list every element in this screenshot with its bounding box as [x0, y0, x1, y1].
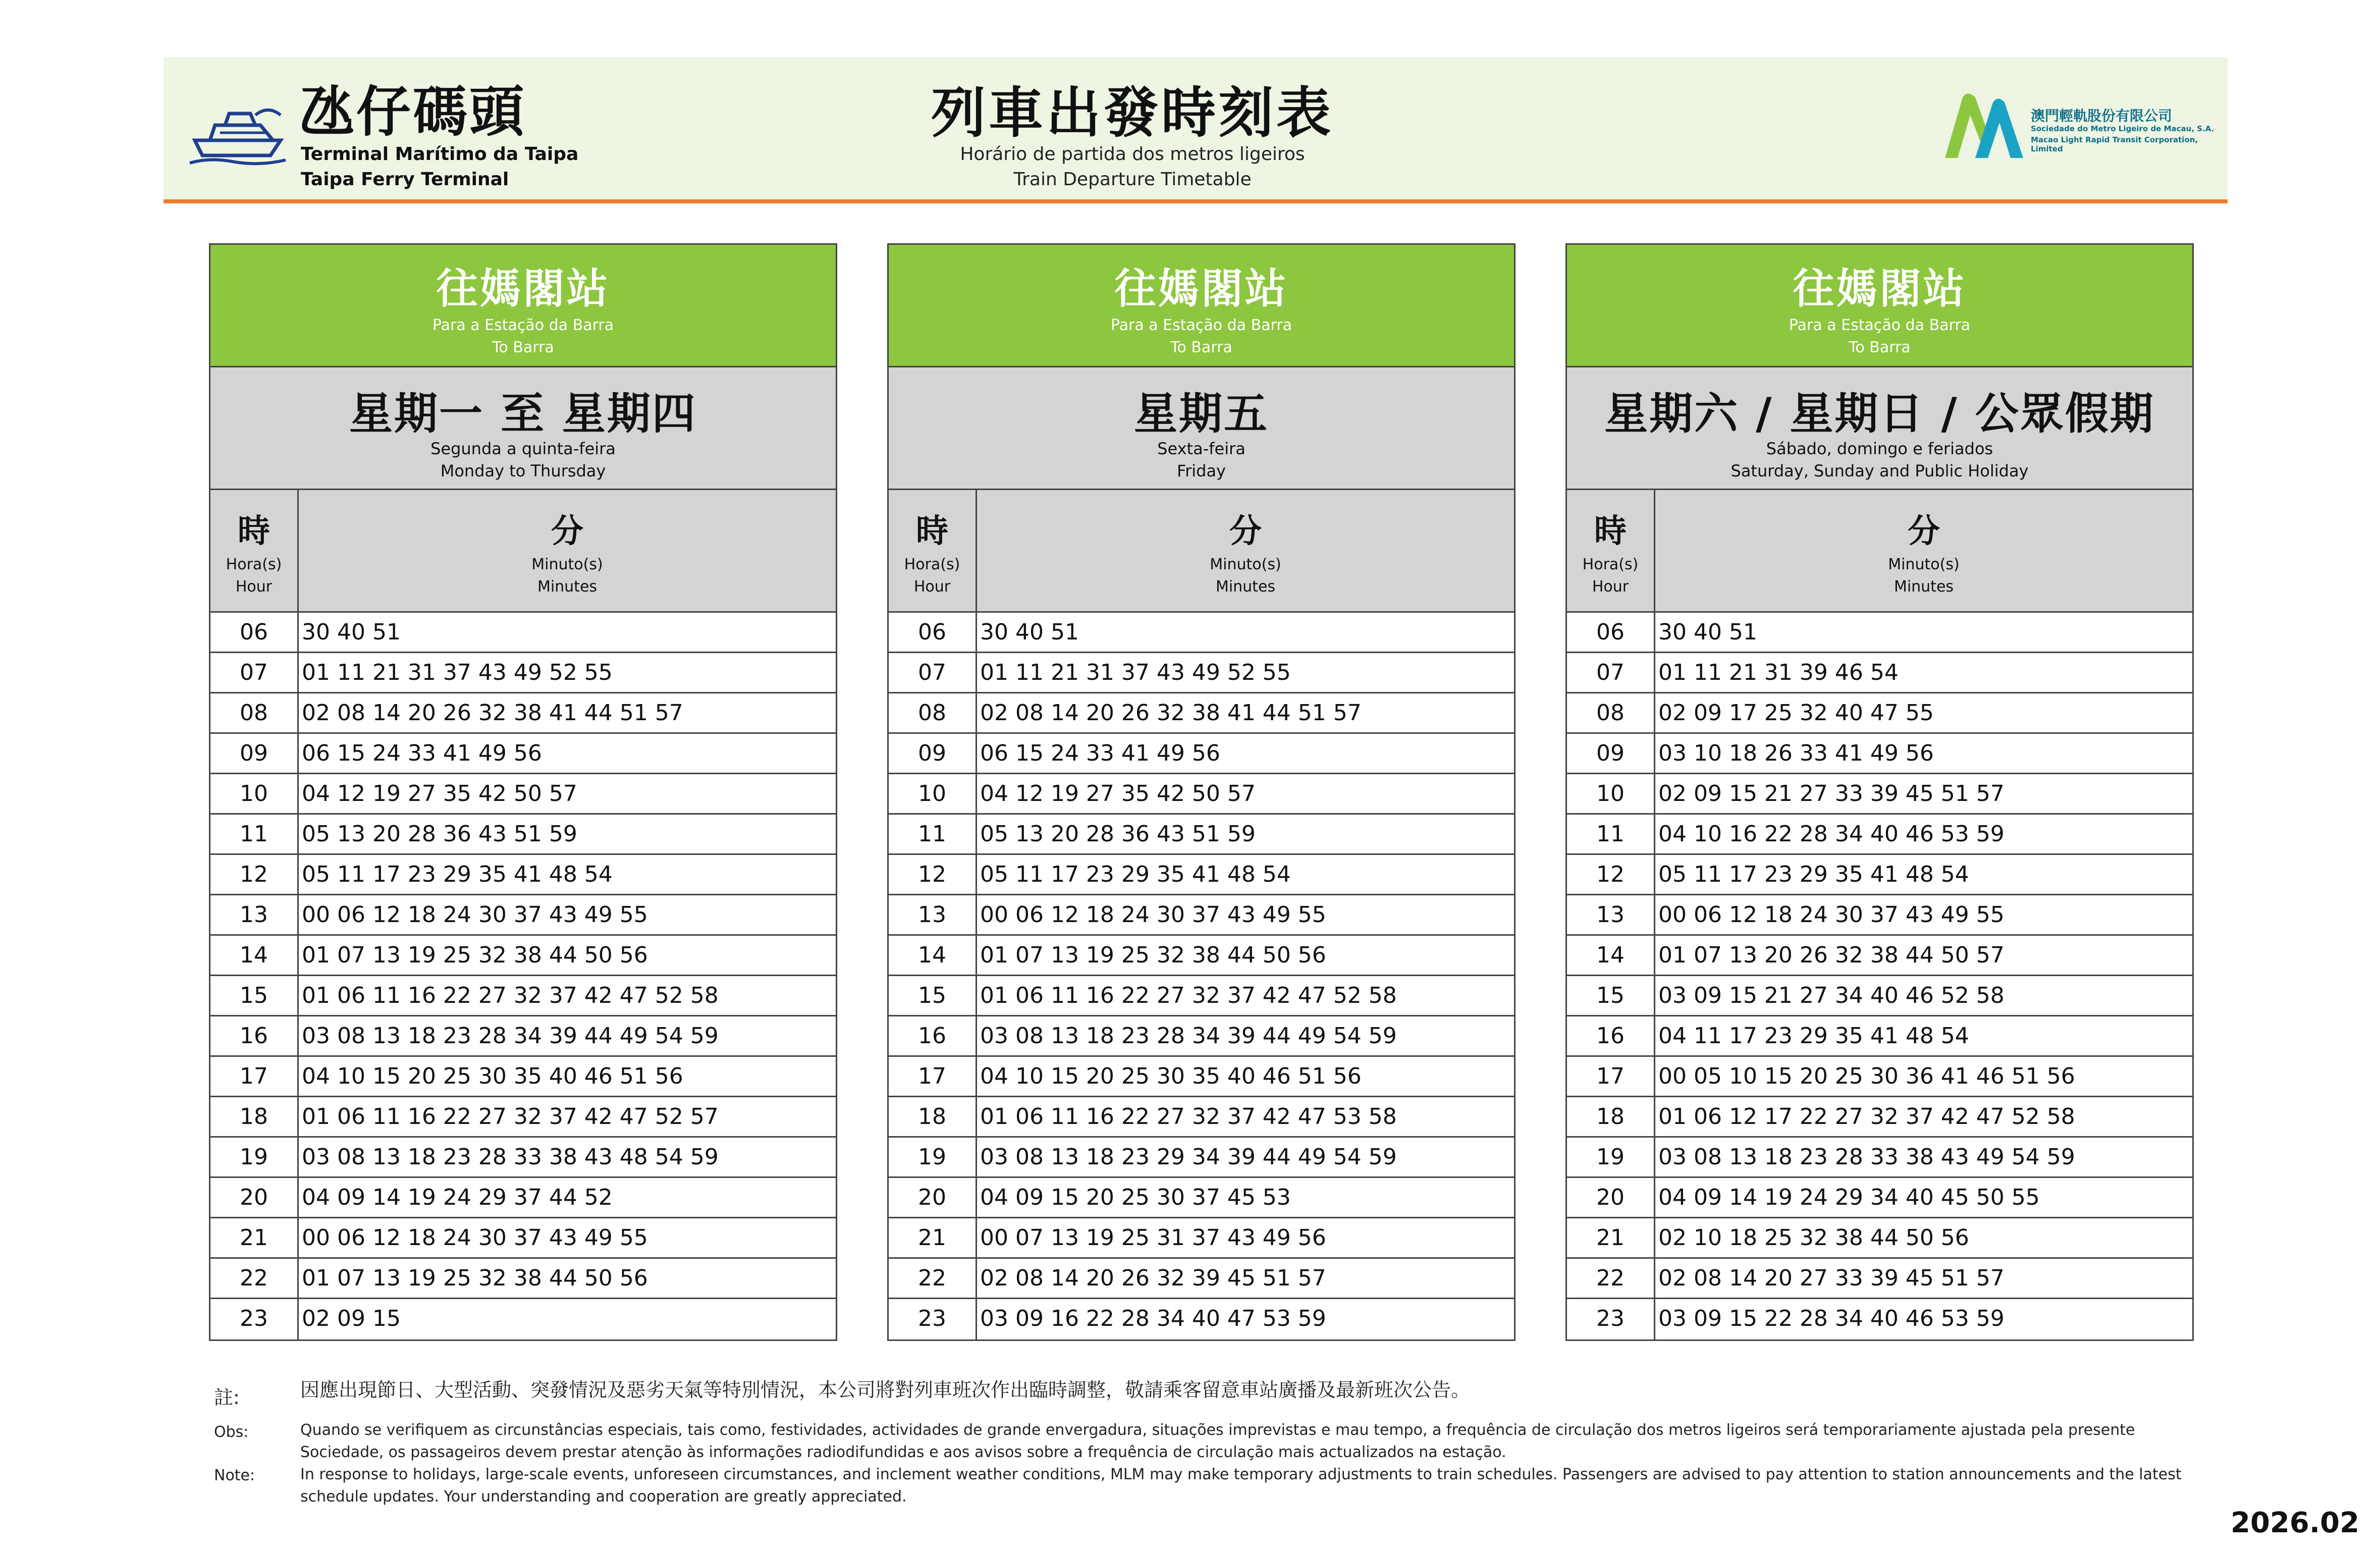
timetable-0 [209, 243, 837, 1341]
service-days-en: Saturday, Sunday and Public Holiday [1730, 461, 2029, 480]
minutes-cell: 02 08 14 20 26 32 38 41 44 51 57 [980, 700, 1362, 726]
table-row [210, 895, 836, 936]
minutes-cell: 00 06 12 18 24 30 37 43 49 55 [302, 1225, 648, 1251]
table-row [889, 1016, 1514, 1057]
service-days-header [889, 367, 1514, 490]
hour-cell: 12 [210, 855, 299, 894]
station-name-cn: 氹仔碼頭 [300, 81, 526, 144]
destination-en: To Barra [492, 339, 554, 356]
hour-cell: 18 [210, 1097, 299, 1136]
page-title-cn: 列車出發時刻表 [931, 82, 1334, 145]
minutes-cell: 03 08 13 18 23 29 34 39 44 49 54 59 [980, 1144, 1397, 1170]
page-title-pt: Horário de partida dos metros ligeiros [960, 144, 1305, 165]
page-header [164, 57, 2228, 203]
minutes-cell: 01 07 13 20 26 32 38 44 50 57 [1658, 942, 2005, 968]
table-row [1567, 855, 2192, 895]
company-name-pt: Sociedade do Metro Ligeiro de Macau, S.A. [2031, 124, 2214, 133]
hour-cell: 17 [889, 1057, 977, 1096]
table-row [210, 1259, 836, 1299]
minutes-cell: 00 07 13 19 25 31 37 43 49 56 [980, 1225, 1326, 1251]
minutes-cell: 03 09 16 22 28 34 40 47 53 59 [980, 1306, 1326, 1331]
table-row [210, 815, 836, 855]
hour-cell: 19 [1567, 1138, 1655, 1176]
minutes-cell: 04 11 17 23 29 35 41 48 54 [1658, 1023, 1969, 1049]
destination-cn: 往媽閣站 [436, 265, 610, 313]
minutes-cell: 03 08 13 18 23 28 34 39 44 49 54 59 [302, 1023, 719, 1049]
column-header-row [210, 490, 836, 613]
hour-header-en: Hour [235, 578, 273, 596]
hour-cell: 07 [1567, 653, 1655, 692]
minutes-cell: 01 07 13 19 25 32 38 44 50 56 [302, 1265, 648, 1291]
minutes-cell: 02 09 15 [302, 1306, 401, 1331]
hour-cell: 20 [1567, 1178, 1655, 1217]
table-row [210, 613, 836, 653]
minutes-cell: 01 06 11 16 22 27 32 37 42 47 52 58 [302, 983, 719, 1008]
destination-header [210, 245, 836, 367]
minutes-cell: 02 09 17 25 32 40 47 55 [1658, 700, 1934, 726]
table-row [210, 653, 836, 693]
hour-cell: 13 [889, 895, 977, 934]
hour-cell: 08 [889, 693, 977, 732]
service-days-en: Monday to Thursday [440, 461, 606, 480]
hour-cell: 15 [1567, 976, 1655, 1015]
column-header-row [889, 490, 1514, 613]
table-row [889, 1057, 1514, 1097]
hour-column-header [1567, 490, 1655, 611]
hour-column-header [210, 490, 299, 611]
hour-cell: 06 [210, 613, 299, 652]
hour-cell: 16 [889, 1016, 977, 1055]
destination-header [889, 245, 1514, 367]
table-row [889, 1299, 1514, 1339]
destination-en: To Barra [1170, 339, 1232, 356]
table-row [1567, 936, 2192, 976]
table-row [889, 936, 1514, 976]
mlm-logo-icon [1940, 87, 2026, 163]
minutes-cell: 05 11 17 23 29 35 41 48 54 [980, 862, 1291, 887]
station-name-pt: Terminal Marítimo da Taipa [301, 144, 579, 165]
minutes-cell: 30 40 51 [980, 619, 1079, 645]
hour-cell: 17 [210, 1057, 299, 1096]
minutes-cell: 30 40 51 [302, 619, 401, 645]
hour-cell: 08 [1567, 693, 1655, 732]
hour-cell: 12 [889, 855, 977, 894]
timetable-2 [1565, 243, 2194, 1341]
hour-cell: 14 [210, 936, 299, 975]
minutes-cell: 02 10 18 25 32 38 44 50 56 [1658, 1225, 1969, 1251]
minutes-cell: 01 06 11 16 22 27 32 37 42 47 52 58 [980, 983, 1397, 1008]
hour-cell: 09 [210, 734, 299, 773]
table-row [889, 976, 1514, 1016]
minutes-cell: 01 11 21 31 37 43 49 52 55 [980, 660, 1291, 685]
hour-cell: 06 [889, 613, 977, 652]
minutes-cell: 01 07 13 19 25 32 38 44 50 56 [980, 942, 1326, 968]
table-row [210, 855, 836, 895]
table-row [889, 895, 1514, 936]
table-row [889, 1178, 1514, 1218]
service-days-cn: 星期五 [1134, 389, 1269, 439]
minute-header-en: Minutes [1215, 578, 1276, 596]
hour-cell: 14 [889, 936, 977, 975]
hour-cell: 07 [889, 653, 977, 692]
service-days-cn: 星期六 / 星期日 / 公眾假期 [1604, 389, 2155, 439]
table-row [210, 1057, 836, 1097]
minutes-cell: 00 06 12 18 24 30 37 43 49 55 [302, 902, 648, 928]
hour-cell: 23 [1567, 1299, 1655, 1339]
minute-header-cn: 分 [1229, 513, 1262, 550]
hour-cell: 19 [210, 1138, 299, 1176]
hour-cell: 10 [210, 774, 299, 813]
timetable-1 [887, 243, 1516, 1341]
hour-header-en: Hour [1592, 578, 1629, 596]
minutes-cell: 02 09 15 21 27 33 39 45 51 57 [1658, 781, 2005, 807]
page-title-en: Train Departure Timetable [1013, 169, 1252, 190]
minutes-cell: 01 06 11 16 22 27 32 37 42 47 52 57 [302, 1104, 719, 1130]
minutes-cell: 03 08 13 18 23 28 34 39 44 49 54 59 [980, 1023, 1397, 1049]
note-label-en: Note: [214, 1467, 255, 1484]
note-text-cn: 因應出現節日、大型活動、突發情況及惡劣天氣等特別情況，本公司將對列車班次作出臨時調整，敬請乘客留意車站廣播及最新班次公告。 [300, 1379, 1471, 1401]
hour-cell: 10 [1567, 774, 1655, 813]
minute-column-header [299, 490, 836, 611]
minutes-cell: 01 06 12 17 22 27 32 37 42 47 52 58 [1658, 1104, 2075, 1130]
minutes-cell: 03 10 18 26 33 41 49 56 [1658, 740, 1934, 766]
table-row [210, 1097, 836, 1138]
hour-header-en: Hour [913, 578, 951, 596]
minutes-cell: 03 09 15 22 28 34 40 46 53 59 [1658, 1306, 2005, 1331]
hour-cell: 09 [889, 734, 977, 773]
hour-cell: 18 [1567, 1097, 1655, 1136]
table-row [889, 1259, 1514, 1299]
table-row [210, 693, 836, 734]
service-days-pt: Segunda a quinta-feira [430, 439, 616, 458]
table-row [889, 1097, 1514, 1138]
hour-cell: 22 [1567, 1259, 1655, 1298]
table-row [889, 815, 1514, 855]
destination-pt: Para a Estação da Barra [1110, 316, 1292, 334]
hour-cell: 16 [210, 1016, 299, 1055]
hour-header-cn: 時 [1594, 513, 1627, 550]
hour-header-pt: Hora(s) [1582, 556, 1639, 573]
hour-cell: 12 [1567, 855, 1655, 894]
minutes-cell: 06 15 24 33 41 49 56 [302, 740, 542, 766]
service-days-pt: Sexta-feira [1157, 439, 1246, 458]
minutes-cell: 05 11 17 23 29 35 41 48 54 [302, 862, 613, 887]
minutes-cell: 02 08 14 20 26 32 38 41 44 51 57 [302, 700, 683, 726]
table-row [889, 774, 1514, 815]
minutes-cell: 05 11 17 23 29 35 41 48 54 [1658, 862, 1969, 887]
hour-cell: 07 [210, 653, 299, 692]
minutes-cell: 05 13 20 28 36 43 51 59 [980, 821, 1256, 847]
destination-pt: Para a Estação da Barra [432, 316, 614, 334]
minute-header-pt: Minuto(s) [531, 556, 603, 573]
table-row [210, 1016, 836, 1057]
hour-cell: 16 [1567, 1016, 1655, 1055]
note-label-cn: 註: [214, 1386, 240, 1409]
table-row [1567, 895, 2192, 936]
note-text-en: In response to holidays, large-scale events, unforeseen circumstances, and inclement weather conditions, MLM may make temporary adjustments to train schedules. Passengers are advised to pay attention to station announcements and the latest schedule updates. Your understanding and cooperation are greatly appreciated. [300, 1466, 2182, 1506]
minutes-cell: 01 06 11 16 22 27 32 37 42 47 53 58 [980, 1104, 1397, 1130]
minute-header-en: Minutes [1894, 578, 1954, 596]
hour-cell: 15 [210, 976, 299, 1015]
minutes-cell: 06 15 24 33 41 49 56 [980, 740, 1220, 766]
table-row [889, 855, 1514, 895]
table-row [889, 693, 1514, 734]
destination-en: To Barra [1849, 339, 1911, 356]
hour-column-header [889, 490, 977, 611]
minutes-cell: 04 10 16 22 28 34 40 46 53 59 [1658, 821, 2005, 847]
hour-cell: 15 [889, 976, 977, 1015]
hour-cell: 22 [210, 1259, 299, 1298]
hour-cell: 11 [889, 815, 977, 853]
minute-column-header [977, 490, 1514, 611]
hour-header-pt: Hora(s) [904, 556, 960, 573]
minutes-cell: 04 10 15 20 25 30 35 40 46 51 56 [980, 1063, 1362, 1089]
note-label-pt: Obs: [214, 1423, 249, 1441]
minute-header-pt: Minuto(s) [1888, 556, 1960, 573]
table-row [210, 734, 836, 774]
table-row [889, 613, 1514, 653]
minutes-cell: 00 05 10 15 20 25 30 36 41 46 51 56 [1658, 1063, 2075, 1089]
minute-header-pt: Minuto(s) [1210, 556, 1281, 573]
hour-cell: 18 [889, 1097, 977, 1136]
hour-cell: 09 [1567, 734, 1655, 773]
table-row [1567, 1178, 2192, 1218]
service-days-pt: Sábado, domingo e feriados [1766, 439, 1993, 458]
table-row [889, 1218, 1514, 1259]
minutes-cell: 02 08 14 20 26 32 39 45 51 57 [980, 1265, 1326, 1291]
service-days-en: Friday [1177, 461, 1226, 480]
hour-cell: 23 [889, 1299, 977, 1339]
hour-cell: 13 [1567, 895, 1655, 934]
destination-header [1567, 245, 2192, 367]
table-row [1567, 613, 2192, 653]
hour-cell: 21 [1567, 1218, 1655, 1257]
table-row [210, 936, 836, 976]
minute-column-header [1655, 490, 2192, 611]
hour-cell: 23 [210, 1299, 299, 1339]
table-row [889, 734, 1514, 774]
hour-cell: 21 [210, 1218, 299, 1257]
table-row [1567, 1097, 2192, 1138]
table-row [210, 1178, 836, 1218]
table-row [1567, 734, 2192, 774]
table-row [210, 1299, 836, 1339]
minutes-cell: 04 09 14 19 24 29 37 44 52 [302, 1185, 613, 1210]
minutes-cell: 01 11 21 31 37 43 49 52 55 [302, 660, 613, 685]
minutes-cell: 04 09 14 19 24 29 34 40 45 50 55 [1658, 1185, 2040, 1210]
hour-cell: 17 [1567, 1057, 1655, 1096]
ferry-icon [185, 92, 291, 168]
hour-cell: 19 [889, 1138, 977, 1176]
minutes-cell: 04 12 19 27 35 42 50 57 [980, 781, 1256, 807]
version-label: 2026.02 [2231, 1507, 2360, 1539]
table-row [1567, 1016, 2192, 1057]
company-name-en: Macao Light Rapid Transit Corporation, Limited [2031, 135, 2198, 153]
table-row [1567, 1299, 2192, 1339]
service-days-header [210, 367, 836, 490]
minutes-cell: 03 09 15 21 27 34 40 46 52 58 [1658, 983, 2005, 1008]
hour-header-cn: 時 [916, 513, 948, 550]
hour-cell: 22 [889, 1259, 977, 1298]
note-text-pt: Quando se verifiquem as circunstâncias especiais, tais como, festividades, actividades de grande envergadura, situações imprevistas e mau tempo, a frequência de circulação dos metros ligeiros será temporariamente ajustada pela presente Sociedade, os passageiros devem prestar atenção às informações radiodifundidas e aos avisos sobre a frequência de circulação mais actualizados na estação. [300, 1421, 2135, 1461]
minutes-cell: 01 11 21 31 39 46 54 [1658, 660, 1899, 685]
hour-cell: 06 [1567, 613, 1655, 652]
table-row [210, 976, 836, 1016]
minute-header-cn: 分 [1908, 513, 1940, 550]
destination-cn: 往媽閣站 [1793, 265, 1967, 313]
service-days-header [1567, 367, 2192, 490]
minutes-cell: 04 09 15 20 25 30 37 45 53 [980, 1185, 1291, 1210]
minute-header-cn: 分 [551, 513, 583, 550]
minutes-cell: 05 13 20 28 36 43 51 59 [302, 821, 577, 847]
table-row [1567, 693, 2192, 734]
hour-cell: 21 [889, 1218, 977, 1257]
company-name-cn: 澳門輕軌股份有限公司 [2031, 108, 2173, 124]
hour-cell: 14 [1567, 936, 1655, 975]
minute-header-en: Minutes [537, 578, 598, 596]
table-row [210, 1218, 836, 1259]
minutes-cell: 01 07 13 19 25 32 38 44 50 56 [302, 942, 648, 968]
table-row [210, 1138, 836, 1178]
minutes-cell: 02 08 14 20 27 33 39 45 51 57 [1658, 1265, 2005, 1291]
minutes-cell: 00 06 12 18 24 30 37 43 49 55 [1658, 902, 2005, 928]
hour-cell: 20 [889, 1178, 977, 1217]
minutes-cell: 03 08 13 18 23 28 33 38 43 48 54 59 [302, 1144, 719, 1170]
destination-cn: 往媽閣站 [1114, 265, 1288, 313]
hour-cell: 11 [1567, 815, 1655, 853]
minutes-cell: 03 08 13 18 23 28 33 38 43 49 54 59 [1658, 1144, 2075, 1170]
minutes-cell: 00 06 12 18 24 30 37 43 49 55 [980, 902, 1326, 928]
minutes-cell: 04 12 19 27 35 42 50 57 [302, 781, 577, 807]
hour-cell: 13 [210, 895, 299, 934]
table-row [1567, 1218, 2192, 1259]
table-row [1567, 653, 2192, 693]
table-row [889, 653, 1514, 693]
column-header-row [1567, 490, 2192, 613]
table-row [210, 774, 836, 815]
table-row [1567, 1259, 2192, 1299]
table-row [1567, 1057, 2192, 1097]
hour-cell: 08 [210, 693, 299, 732]
hour-header-pt: Hora(s) [226, 556, 282, 573]
table-row [889, 1138, 1514, 1178]
hour-cell: 20 [210, 1178, 299, 1217]
station-name-en: Taipa Ferry Terminal [301, 169, 509, 190]
destination-pt: Para a Estação da Barra [1789, 316, 1971, 334]
service-days-cn: 星期一 至 星期四 [349, 389, 697, 439]
hour-cell: 11 [210, 815, 299, 853]
hour-header-cn: 時 [238, 513, 270, 550]
table-row [1567, 976, 2192, 1016]
table-row [1567, 1138, 2192, 1178]
minutes-cell: 30 40 51 [1658, 619, 1757, 645]
minutes-cell: 04 10 15 20 25 30 35 40 46 51 56 [302, 1063, 683, 1089]
hour-cell: 10 [889, 774, 977, 813]
table-row [1567, 815, 2192, 855]
table-row [1567, 774, 2192, 815]
